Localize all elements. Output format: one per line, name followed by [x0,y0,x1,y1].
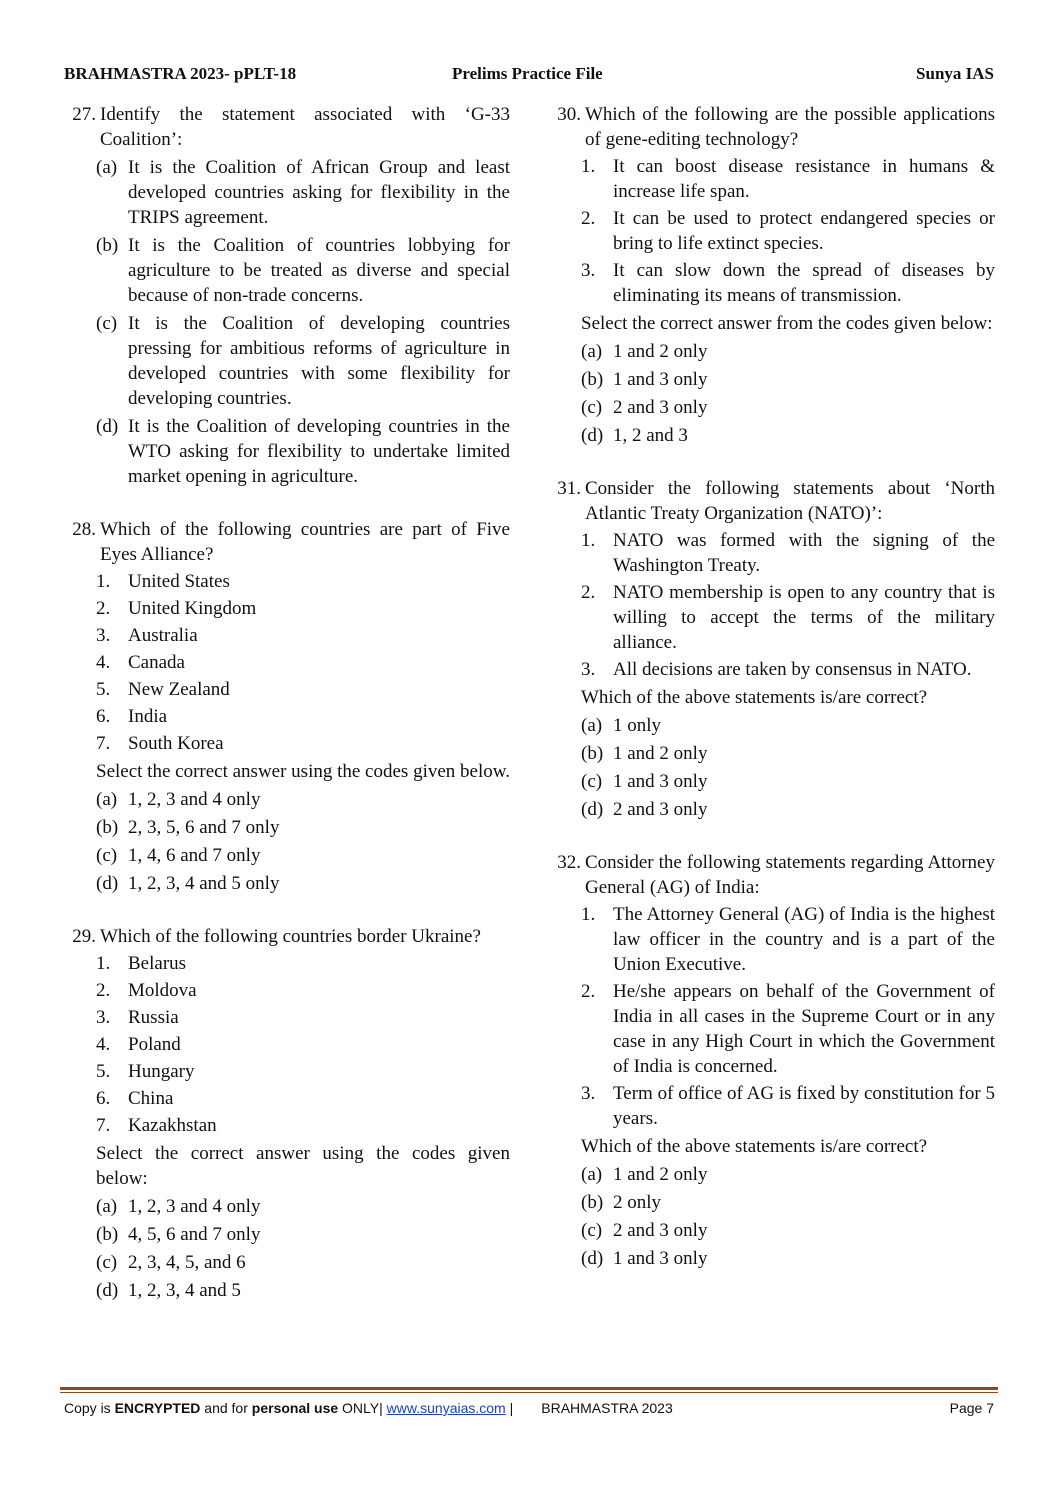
answer-option [96,1250,510,1275]
statement-number: 1. [581,530,596,551]
footer [64,1400,994,1416]
footer-copy: Copy is ENCRYPTED and for personal use ONLY| www.sunyaias.com | [64,1400,514,1416]
answer-option [96,843,510,868]
answer-option [581,1246,995,1271]
statement-item [581,528,995,578]
answer-option [581,339,995,364]
question-number: 29. [72,926,96,947]
footer-rule-thin [60,1392,998,1393]
question-header [545,850,995,900]
answer-option [581,395,995,420]
question-text: Which of the following countries are part of Five Eyes Alliance? [100,519,510,565]
answer-option [581,741,995,766]
answer-option [96,155,510,230]
answer-option [581,423,995,448]
answer-option [581,713,995,738]
question-text: Which of the following are the possible applications of gene-editing technology? [585,104,995,150]
question-instruction: Select the correct answer using the codes given below: [96,1143,510,1189]
option-text: It is the Coalition of countries lobbying for agriculture to be treated as diverse and special because of non-trade concerns. [128,235,510,306]
option-text: 1 and 3 only [613,369,708,390]
option-text: 1, 2, 3 and 4 only [128,1196,261,1217]
question-block [60,924,510,1303]
statement-text: Kazakhstan [128,1115,217,1136]
option-label: (b) [581,369,604,390]
statement-item [581,154,995,204]
statement-number: 3. [581,1083,596,1104]
option-label: (b) [581,743,604,764]
option-label: (a) [581,341,603,362]
statement-item [96,1005,510,1030]
answer-option [581,769,995,794]
option-text: 2 and 3 only [613,1220,708,1241]
question-text: Consider the following statements regarding Attorney General (AG) of India: [585,852,995,898]
statement-text: It can be used to protect endangered species or bring to life extinct species. [613,208,995,254]
question-block [60,517,510,896]
statement-number: 7. [96,733,111,754]
option-text: 1, 2, 3 and 4 only [128,789,261,810]
option-label: (a) [96,1196,118,1217]
question-text: Identify the statement associated with ‘G-33 Coalition’: [100,104,510,150]
statement-text: It can boost disease resistance in humans & increase life span. [613,156,995,202]
option-label: (c) [581,397,603,418]
statement-number: 7. [96,1115,111,1136]
statement-number: 1. [581,156,596,177]
option-text: 1, 2, 3, 4 and 5 only [128,873,280,894]
statement-text: Term of office of AG is fixed by constitution for 5 years. [613,1083,995,1129]
statement-text: NATO membership is open to any country that is willing to accept the terms of the military alliance. [613,582,995,653]
option-label: (d) [96,873,119,894]
statement-item [96,623,510,648]
footer-website-link[interactable]: www.sunyaias.com [386,1400,506,1416]
option-label: (b) [96,235,119,256]
statement-item [96,1113,510,1138]
question-number: 27. [72,104,96,125]
statement-number: 2. [581,208,596,229]
option-label: (a) [96,789,118,810]
statement-text: India [128,706,168,727]
left-column [60,102,510,1331]
option-text: 1 and 3 only [613,1248,708,1269]
option-label: (a) [581,715,603,736]
question-header [60,517,510,567]
option-text: It is the Coalition of developing countries in the WTO asking for flexibility to undertake limited market opening in agriculture. [128,416,510,487]
right-column [545,102,995,1299]
option-text: 2 only [613,1192,662,1213]
statement-number: 4. [96,652,111,673]
question-header [60,924,510,949]
option-label: (c) [581,1220,603,1241]
statement-item [581,979,995,1079]
question-instruction: Which of the above statements is/are correct? [581,1136,928,1157]
question-number: 32. [557,852,581,873]
statement-text: United States [128,571,230,592]
statement-text: NATO was formed with the signing of the Washington Treaty. [613,530,995,576]
statement-number: 3. [96,1007,111,1028]
option-text: 1 and 2 only [613,341,708,362]
option-text: It is the Coalition of African Group and least developed countries asking for flexibility in the TRIPS agreement. [128,157,510,228]
option-text: 1 and 2 only [613,743,708,764]
option-text: It is the Coalition of developing countries pressing for ambitious reforms of agriculture in developed countries with some flexibility for developing countries. [128,313,510,409]
statement-number: 5. [96,1061,111,1082]
option-text: 1 and 3 only [613,771,708,792]
statement-item [581,258,995,308]
question-number: 31. [557,478,581,499]
statement-number: 6. [96,1088,111,1109]
answer-option [581,1162,995,1187]
statement-number: 1. [96,571,111,592]
statement-item [96,704,510,729]
answer-option [96,815,510,840]
answer-option [96,311,510,411]
answer-option [581,367,995,392]
statement-number: 5. [96,679,111,700]
statement-number: 2. [96,980,111,1001]
statement-number: 6. [96,706,111,727]
question-instruction: Which of the above statements is/are correct? [581,687,928,708]
answer-option [581,1190,995,1215]
statement-item [581,206,995,256]
question-block [545,102,995,448]
statement-number: 3. [581,659,596,680]
option-label: (c) [581,771,603,792]
statement-text: United Kingdom [128,598,257,619]
statement-item [96,677,510,702]
option-label: (c) [96,313,118,334]
option-label: (c) [96,1252,118,1273]
statement-item [96,650,510,675]
question-text: Consider the following statements about ‘North Atlantic Treaty Organization (NATO)’: [585,478,995,524]
statement-number: 1. [581,904,596,925]
statement-text: Hungary [128,1061,195,1082]
statement-item [96,569,510,594]
statement-text: All decisions are taken by consensus in NATO. [613,659,972,680]
question-instruction: Select the correct answer using the codes given below. [96,761,510,782]
option-text: 4, 5, 6 and 7 only [128,1224,261,1245]
statement-item [96,1059,510,1084]
question-number: 28. [72,519,96,540]
answer-option [96,871,510,896]
statement-item [96,1086,510,1111]
statement-number: 2. [96,598,111,619]
question-header [545,102,995,152]
option-text: 1 only [613,715,662,736]
statement-text: It can slow down the spread of diseases by eliminating its means of transmission. [613,260,995,306]
question-number: 30. [557,104,581,125]
footer-page-number: Page 7 [949,1400,994,1416]
statement-item [96,978,510,1003]
option-label: (c) [96,845,118,866]
statement-item [96,951,510,976]
statement-text: Canada [128,652,185,673]
question-block [545,476,995,822]
option-text: 2 and 3 only [613,397,708,418]
option-label: (d) [581,425,604,446]
answer-option [96,787,510,812]
option-label: (d) [581,1248,604,1269]
statement-text: New Zealand [128,679,230,700]
statement-number: 1. [96,953,111,974]
statement-item [581,902,995,977]
statement-text: South Korea [128,733,224,754]
answer-option [96,1222,510,1247]
header-center: Prelims Practice File [452,64,603,83]
statement-number: 2. [581,981,596,1002]
option-text: 1, 2, 3, 4 and 5 [128,1280,241,1301]
option-label: (b) [96,1224,119,1245]
option-label: (a) [96,157,118,178]
statement-item [581,1081,995,1131]
question-header [545,476,995,526]
statement-item [96,731,510,756]
statement-item [581,657,995,682]
option-label: (d) [96,1280,119,1301]
statement-text: China [128,1088,174,1109]
option-text: 1, 2 and 3 [613,425,688,446]
question-block [545,850,995,1271]
footer-brand: BRAHMASTRA 2023 [541,1400,673,1416]
option-text: 1 and 2 only [613,1164,708,1185]
statement-text: Russia [128,1007,179,1028]
question-header [60,102,510,152]
statement-text: Belarus [128,953,187,974]
header-left: BRAHMASTRA 2023- pPLT-18 [64,64,297,83]
option-text: 2 and 3 only [613,799,708,820]
question-instruction: Select the correct answer from the codes given below: [581,313,993,334]
statement-text: Australia [128,625,198,646]
answer-option [96,1194,510,1219]
statement-number: 3. [96,625,111,646]
option-text: 2, 3, 5, 6 and 7 only [128,817,280,838]
statement-item [96,596,510,621]
statement-text: The Attorney General (AG) of India is the highest law officer in the country and is a part of the Union Executive. [613,904,995,975]
statement-text: Poland [128,1034,181,1055]
option-text: 1, 4, 6 and 7 only [128,845,261,866]
option-label: (d) [581,799,604,820]
option-label: (b) [96,817,119,838]
answer-option [96,414,510,489]
footer-rule [60,1387,998,1390]
statement-item [96,1032,510,1057]
answer-option [581,797,995,822]
question-text: Which of the following countries border Ukraine? [100,926,481,947]
statement-number: 4. [96,1034,111,1055]
answer-option [96,1278,510,1303]
option-label: (a) [581,1164,603,1185]
question-block [60,102,510,489]
statement-text: He/she appears on behalf of the Government of India in all cases in the Supreme Court or in any case in any High Court in which the Government of India is concerned. [613,981,995,1077]
header-right: Sunya IAS [916,64,994,83]
option-label: (b) [581,1192,604,1213]
statement-number: 2. [581,582,596,603]
answer-option [581,1218,995,1243]
option-label: (d) [96,416,119,437]
statement-item [581,580,995,655]
option-text: 2, 3, 4, 5, and 6 [128,1252,246,1273]
answer-option [96,233,510,308]
statement-text: Moldova [128,980,197,1001]
statement-number: 3. [581,260,596,281]
